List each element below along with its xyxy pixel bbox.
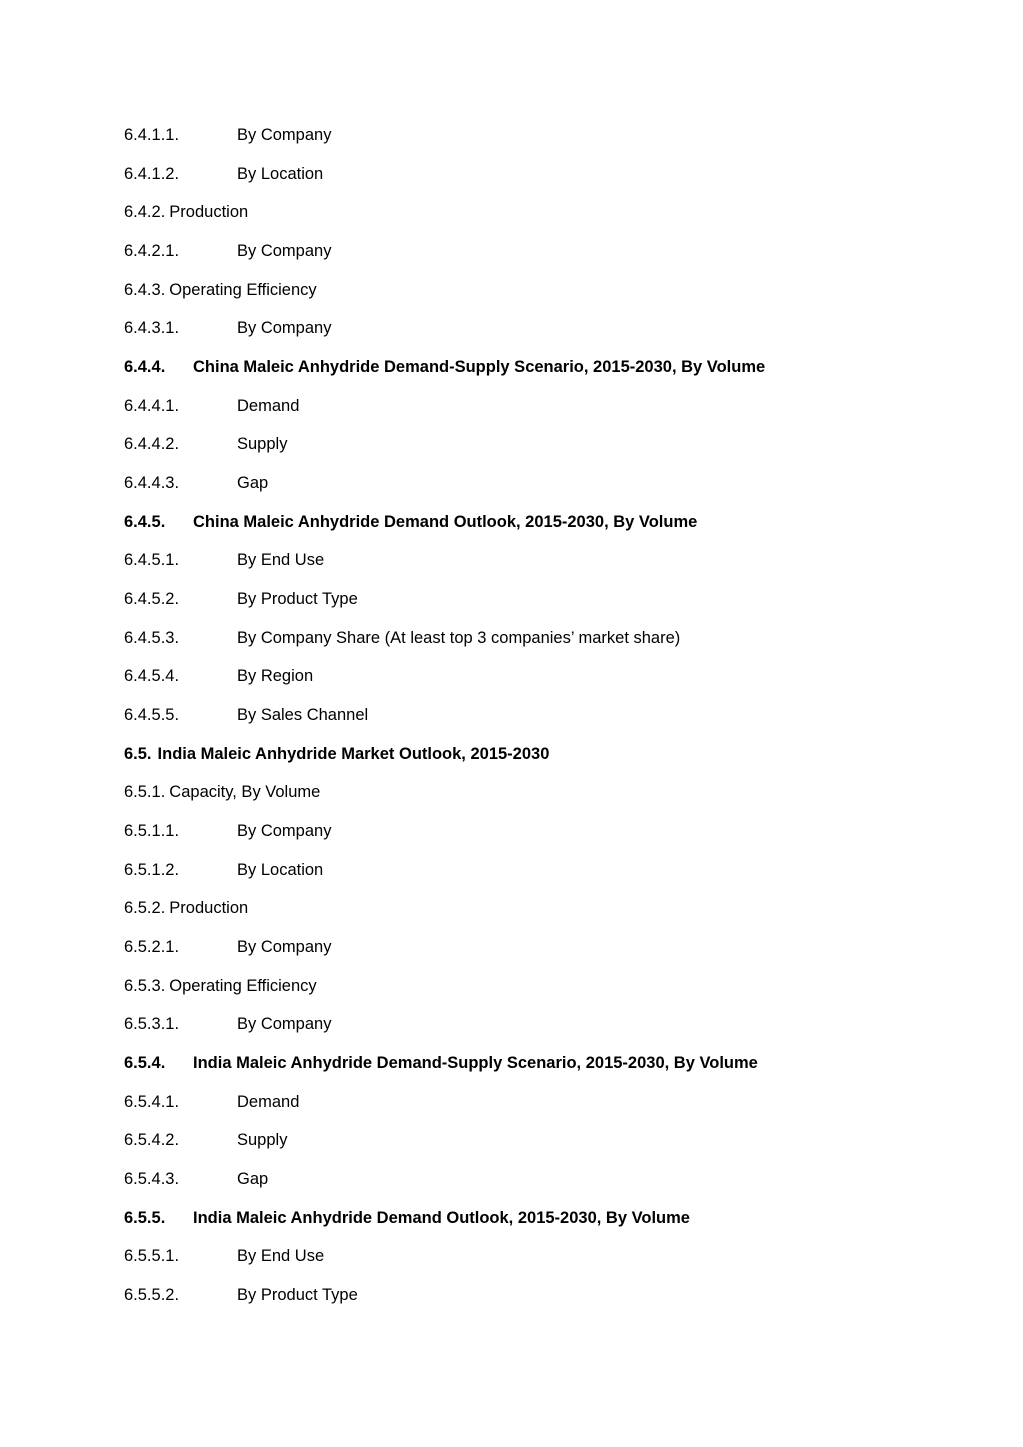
toc-entry	[124, 1283, 944, 1322]
toc-entry-number: 6.5.5.1.	[124, 1247, 180, 1266]
toc-entry-number: 6.4.5.1.	[124, 551, 180, 570]
toc-entry-number: 6.5.4.2.	[124, 1131, 180, 1150]
toc-heading-number: 6.5.	[124, 744, 152, 763]
toc-entry-number: 6.5.5.2.	[124, 1286, 180, 1305]
toc-entry	[124, 1090, 944, 1129]
toc-heading-number: 6.5.4.	[124, 1054, 166, 1073]
toc-heading-title: India Maleic Anhydride Market Outlook, 2015-2030	[157, 744, 550, 763]
toc-entry-number: 6.4.5.3.	[124, 628, 180, 647]
toc-entry	[124, 858, 944, 897]
toc-entry-title: Gap	[237, 474, 269, 493]
toc-entry-title: By Company	[237, 319, 332, 338]
toc-entry-title: By Company	[237, 822, 332, 841]
toc-entry-number: 6.5.2.1.	[124, 938, 180, 957]
toc-entry-number: 6.5.1.	[124, 783, 166, 802]
toc-entry	[124, 394, 944, 433]
toc-entry-number: 6.4.4.3.	[124, 474, 180, 493]
toc-entry-number: 6.4.1.1.	[124, 126, 180, 144]
toc-entry	[124, 471, 944, 510]
toc-entry-number: 6.5.2.	[124, 899, 166, 918]
toc-entry	[124, 200, 944, 239]
toc-entry	[124, 278, 944, 317]
toc-entry-number: 6.4.3.1.	[124, 319, 180, 338]
toc-entry	[124, 974, 944, 1013]
toc-entry-title: Demand	[237, 396, 300, 415]
toc-entry-title: By End Use	[237, 551, 325, 570]
toc-entry-title: By Location	[237, 860, 324, 879]
toc-entry-title: Supply	[237, 435, 288, 454]
toc-heading	[124, 1051, 944, 1090]
toc-heading-title: India Maleic Anhydride Demand-Supply Scenario, 2015-2030, By Volume	[193, 1054, 758, 1073]
toc-heading-title: China Maleic Anhydride Demand-Supply Scenario, 2015-2030, By Volume	[193, 358, 766, 377]
toc-entry	[124, 780, 944, 819]
toc-entry	[124, 664, 944, 703]
toc-entry-title: By Location	[237, 164, 324, 183]
toc-heading-title: India Maleic Anhydride Demand Outlook, 2015-2030, By Volume	[193, 1208, 690, 1227]
toc-entry-number: 6.4.1.2.	[124, 164, 180, 183]
toc-entry-number: 6.5.1.2.	[124, 860, 180, 879]
toc-entry-title: By Sales Channel	[237, 706, 369, 725]
toc-entry-number: 6.4.5.5.	[124, 706, 180, 725]
toc-entry-title: Supply	[237, 1131, 288, 1150]
toc-entry-number: 6.4.3.	[124, 280, 166, 299]
toc-entry-title: By Company	[237, 1015, 332, 1034]
toc-entry-title: Gap	[237, 1170, 269, 1189]
toc-entry-title: Production	[169, 203, 249, 222]
toc-entry	[124, 626, 944, 665]
toc-entry-number: 6.5.3.	[124, 976, 166, 995]
toc-entry-number: 6.4.5.4.	[124, 667, 180, 686]
toc-entry	[124, 1012, 944, 1051]
toc-entry	[124, 548, 944, 587]
toc-entry-number: 6.4.4.2.	[124, 435, 180, 454]
toc-heading-number: 6.4.4.	[124, 358, 166, 377]
toc-entry-title: Demand	[237, 1092, 300, 1111]
toc-entry-title: By Product Type	[237, 590, 358, 609]
toc-entry	[124, 1167, 944, 1206]
toc-entry-title: Capacity, By Volume	[169, 783, 321, 802]
toc-entry	[124, 239, 944, 278]
toc-entry-number: 6.5.1.1.	[124, 822, 180, 841]
toc-entry-title: Operating Efficiency	[169, 280, 317, 299]
toc-entry-number: 6.5.4.1.	[124, 1092, 180, 1111]
toc-entry	[124, 1244, 944, 1283]
toc-entry-number: 6.4.5.2.	[124, 590, 180, 609]
toc-entry-title: By Company	[237, 126, 332, 144]
toc-entry-number: 6.4.2.	[124, 203, 166, 222]
toc-entry-title: By Company	[237, 242, 332, 261]
toc-heading-number: 6.5.5.	[124, 1208, 166, 1227]
toc-heading	[124, 355, 944, 394]
toc-entry	[124, 935, 944, 974]
toc-heading	[124, 742, 944, 781]
toc-entry-number: 6.4.4.1.	[124, 396, 180, 415]
table-of-contents	[124, 123, 944, 1322]
toc-entry-number: 6.4.2.1.	[124, 242, 180, 261]
toc-entry	[124, 316, 944, 355]
toc-entry-title: By End Use	[237, 1247, 325, 1266]
toc-entry-title: By Company	[237, 938, 332, 957]
toc-entry-title: By Company Share (At least top 3 companies’ market share)	[237, 628, 681, 647]
toc-heading-number: 6.4.5.	[124, 512, 166, 531]
toc-entry	[124, 587, 944, 626]
toc-entry-title: Production	[169, 899, 249, 918]
toc-entry	[124, 819, 944, 858]
toc-heading	[124, 510, 944, 549]
toc-entry-number: 6.5.3.1.	[124, 1015, 180, 1034]
toc-entry-title: Operating Efficiency	[169, 976, 317, 995]
toc-entry	[124, 432, 944, 471]
toc-entry	[124, 896, 944, 935]
toc-heading	[124, 1206, 944, 1245]
toc-entry-title: By Product Type	[237, 1286, 358, 1305]
toc-entry	[124, 1128, 944, 1167]
toc-entry	[124, 703, 944, 742]
toc-entry	[124, 123, 944, 162]
toc-entry	[124, 162, 944, 201]
toc-entry-number: 6.5.4.3.	[124, 1170, 180, 1189]
toc-entry-title: By Region	[237, 667, 314, 686]
toc-heading-title: China Maleic Anhydride Demand Outlook, 2015-2030, By Volume	[193, 512, 698, 531]
